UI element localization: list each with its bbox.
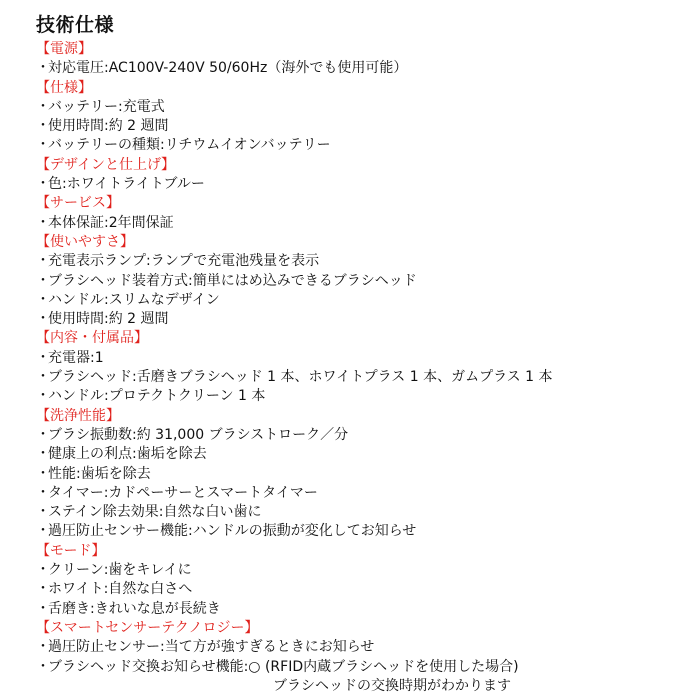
spec-item	[36, 465, 700, 484]
bullet-icon: ・	[36, 137, 50, 154]
spec-item	[36, 503, 700, 522]
bullet-icon: ・	[36, 446, 50, 463]
spec-item	[36, 272, 700, 291]
section-header: 【モード】	[36, 542, 106, 559]
spec-item	[36, 368, 700, 387]
section-header: 【スマートセンサーテクノロジー】	[36, 619, 259, 636]
spec-item	[36, 349, 700, 368]
section-header: 【洗浄性能】	[36, 407, 120, 424]
bullet-icon: ・	[36, 253, 50, 270]
spec-item	[36, 426, 700, 445]
spec-item-text: バッテリーの種類:リチウムイオンバッテリー	[48, 137, 331, 154]
spec-item	[36, 252, 700, 271]
spec-item-text: 色:ホワイトライトブルー	[48, 176, 205, 193]
spec-item	[36, 445, 700, 464]
bullet-icon: ・	[36, 465, 50, 482]
spec-item-text: 本体保証:2年間保証	[48, 214, 174, 231]
bullet-icon: ・	[36, 562, 50, 579]
spec-item-text: 健康上の利点:歯垢を除去	[48, 446, 207, 463]
spec-item-text: 過圧防止センサー:当て方が強すぎるときにお知らせ	[48, 639, 375, 656]
spec-item	[36, 98, 700, 117]
spec-item-text: 舌磨き:きれいな息が長続き	[48, 600, 221, 617]
bullet-icon: ・	[36, 581, 50, 598]
spec-item-note: ブラシヘッドの交換時期がわかります	[273, 677, 511, 694]
spec-item-text: ホワイト:自然な白さへ	[48, 581, 193, 598]
spec-item	[36, 117, 700, 136]
spec-item-text: クリーン:歯をキレイに	[48, 562, 192, 579]
spec-item-text: 対応電圧:AC100V-240V 50/60Hz（海外でも使用可能）	[48, 60, 408, 77]
bullet-icon: ・	[36, 504, 50, 521]
spec-item	[36, 561, 700, 580]
spec-item	[36, 484, 700, 503]
spec-item	[36, 638, 700, 657]
spec-item-text: 充電表示ランプ:ランプで充電池残量を表示	[48, 253, 320, 270]
spec-item	[36, 580, 700, 599]
bullet-icon: ・	[36, 176, 50, 193]
bullet-icon: ・	[36, 426, 50, 443]
bullet-icon: ・	[36, 388, 50, 405]
spec-item-text: 過圧防止センサー機能:ハンドルの振動が変化してお知らせ	[48, 523, 417, 540]
bullet-icon: ・	[36, 98, 50, 115]
bullet-icon: ・	[36, 523, 50, 540]
spec-item-text: ブラシ振動数:約 31,000 ブラシストローク／分	[48, 426, 349, 443]
spec-item-text: ハンドル:スリムなデザイン	[48, 291, 220, 308]
spec-sections	[36, 40, 700, 696]
spec-item-text: ハンドル:プロテクトクリーン 1 本	[48, 388, 266, 405]
spec-item	[36, 59, 700, 78]
spec-item-text: 性能:歯垢を除去	[48, 465, 151, 482]
bullet-icon: ・	[36, 639, 50, 656]
spec-item-text: バッテリー:充電式	[48, 98, 165, 115]
section-header: 【仕様】	[36, 79, 92, 96]
spec-item	[36, 136, 700, 155]
spec-item-text: ステイン除去効果:自然な白い歯に	[48, 504, 262, 521]
spec-item-text: ブラシヘッド交換お知らせ機能:○ (RFID内蔵ブラシヘッドを使用した場合)	[48, 658, 519, 675]
bullet-icon: ・	[36, 214, 50, 231]
bullet-icon: ・	[36, 600, 50, 617]
spec-item	[36, 175, 700, 194]
bullet-icon: ・	[36, 291, 50, 308]
bullet-icon: ・	[36, 369, 50, 386]
spec-item	[36, 658, 700, 697]
bullet-icon: ・	[36, 658, 50, 675]
spec-item	[36, 214, 700, 233]
spec-item-text: 使用時間:約 2 週間	[48, 118, 169, 135]
spec-item-text: ブラシヘッド:舌磨きブラシヘッド 1 本、ホワイトプラス 1 本、ガムプラス 1 本	[48, 369, 553, 386]
bullet-icon: ・	[36, 60, 50, 77]
bullet-icon: ・	[36, 349, 50, 366]
spec-item-text: 使用時間:約 2 週間	[48, 311, 169, 328]
section-header: 【内容・付属品】	[36, 330, 148, 347]
spec-item	[36, 600, 700, 619]
spec-item	[36, 522, 700, 541]
spec-item	[36, 310, 700, 329]
section-header: 【デザインと仕上げ】	[36, 156, 176, 173]
bullet-icon: ・	[36, 118, 50, 135]
spec-item-text: ブラシヘッド装着方式:簡単にはめ込みできるブラシヘッド	[48, 272, 417, 289]
section-header: 【使いやすさ】	[36, 233, 134, 250]
spec-item	[36, 291, 700, 310]
spec-item-text: 充電器:1	[48, 349, 104, 366]
section-header: 【サービス】	[36, 195, 120, 212]
page-title: 技術仕様	[36, 14, 115, 36]
bullet-icon: ・	[36, 484, 50, 501]
section-header: 【電源】	[36, 41, 92, 57]
bullet-icon: ・	[36, 272, 50, 289]
bullet-icon: ・	[36, 311, 50, 328]
spec-item-text: タイマー:カドペーサーとスマートタイマー	[48, 484, 318, 501]
spec-item	[36, 387, 700, 406]
